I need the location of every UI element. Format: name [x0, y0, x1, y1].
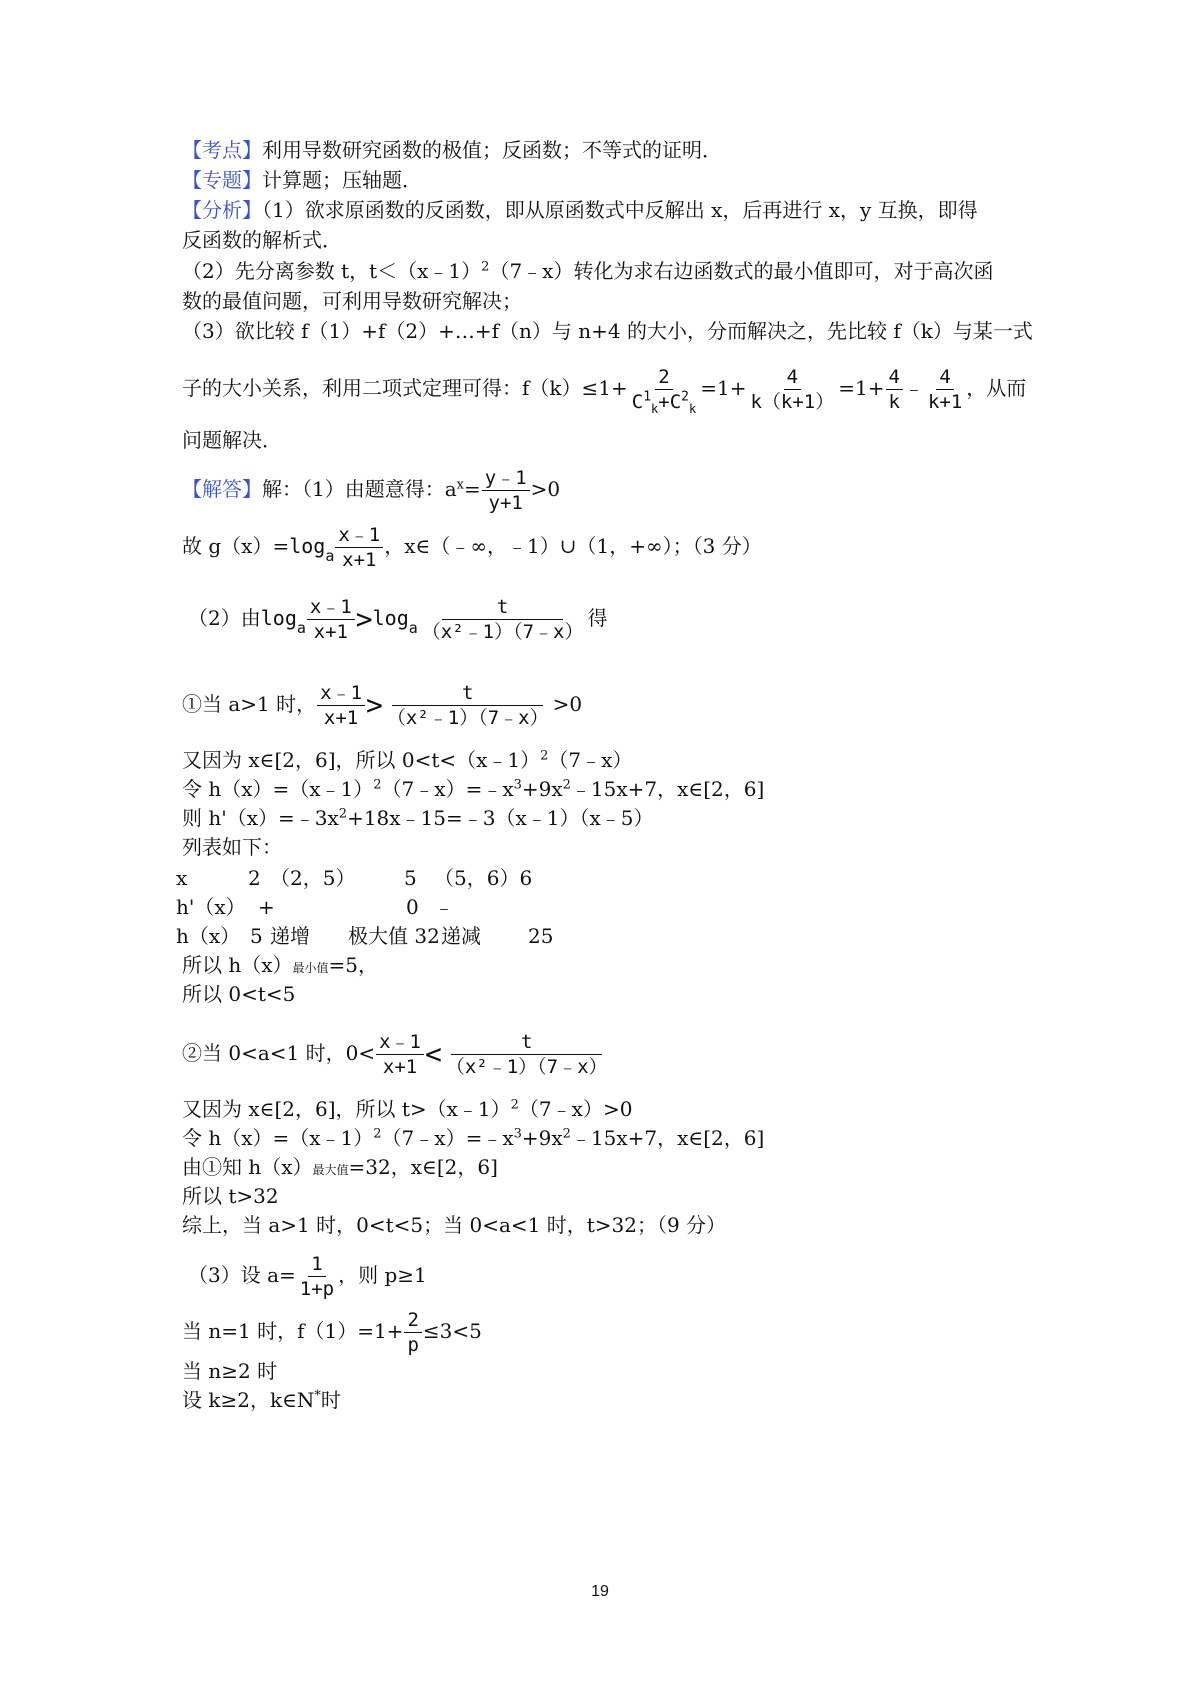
fraction-denominator: （x²﹣1）（7﹣x） — [421, 621, 584, 643]
jieda-text: 解：（1）由题意得：a — [262, 477, 457, 501]
fraction-y — [482, 467, 530, 514]
fraction-t — [384, 682, 552, 729]
sup-index: 1 — [643, 389, 652, 405]
fraction-x — [376, 1031, 424, 1078]
fraction-denominator: 1+p — [299, 1278, 335, 1300]
superscript-star: * — [314, 1388, 321, 1404]
case1-text: ①当 a>1 时， — [182, 692, 317, 716]
table-cell: 25 — [528, 924, 554, 948]
fraction-x — [307, 596, 355, 643]
fenxi-text-3a: （2）先分离参数 t，t＜（x﹣1） — [182, 259, 482, 283]
fenxi-text-6b: ，从而 — [966, 376, 1027, 400]
line-max — [182, 1153, 498, 1184]
fraction-denominator: k+1 — [927, 391, 963, 413]
table-cell: 0 — [406, 895, 419, 919]
fraction-denominator: （x²﹣1）（7﹣x） — [386, 707, 549, 729]
table-cell: h（x） — [176, 924, 241, 948]
sub-index: k — [651, 401, 659, 416]
text: 令 h（x）=（x﹣1） — [182, 1126, 374, 1150]
text: 所以 h（x） — [182, 953, 293, 977]
less-than: < — [424, 1037, 442, 1071]
fraction-t — [419, 596, 587, 643]
c-symbol: C — [631, 391, 644, 413]
text-b: （7﹣x） — [548, 748, 633, 772]
fenxi-text-3b: （7﹣x）转化为求右边函数式的最小值即可，对于高次函 — [489, 259, 994, 283]
fraction-numerator: 2 — [655, 366, 672, 390]
zhuanti-tag: 【专题】 — [182, 168, 262, 192]
n1-line — [182, 1309, 482, 1356]
text-b: 时 — [320, 1388, 341, 1412]
exponent: 2 — [481, 259, 490, 275]
fraction-numerator: 4 — [886, 366, 903, 390]
fenxi-text-6a: 子的大小关系，利用二项式定理可得：f（k）≤1+ — [182, 376, 628, 400]
subscript-label: 最小值 — [292, 961, 329, 975]
text-d: ﹣15x+7，x∈[2，6] — [570, 1126, 765, 1150]
fraction-denominator: k — [888, 391, 900, 413]
fraction-x — [317, 682, 365, 729]
table-cell: x — [176, 866, 188, 890]
fraction-denominator: y+1 — [488, 492, 523, 514]
case2-line — [182, 1031, 612, 1078]
text-c: +9x — [521, 1126, 563, 1150]
text: 又因为 x∈[2，6]，所以 0<t<（x﹣1） — [182, 748, 541, 772]
fraction-numerator: t — [451, 1031, 602, 1055]
line-h-def-2 — [182, 1124, 764, 1152]
case1-line — [182, 682, 582, 729]
exponent: 2 — [510, 1097, 519, 1113]
log-base: a — [325, 547, 335, 565]
fenxi-tag: 【分析】 — [182, 198, 262, 222]
text-b: （7﹣x）>0 — [518, 1097, 633, 1121]
fraction-numerator: x﹣1 — [376, 1031, 424, 1055]
fraction-4-over-k1 — [925, 366, 965, 413]
exponent: 2 — [338, 806, 348, 822]
text-c: +9x — [521, 777, 563, 801]
fenxi-line-7: 问题解决． — [182, 428, 282, 452]
k-line — [182, 1386, 341, 1414]
page-number: 19 — [591, 1583, 609, 1600]
exponent-3: 2 — [562, 777, 571, 793]
sub-index-2: k — [689, 401, 697, 416]
g-text: 故 g（x）= — [182, 534, 290, 558]
fraction-numerator: 2 — [404, 1309, 421, 1333]
exponent-2: 3 — [513, 1126, 522, 1142]
line-min — [182, 951, 378, 982]
subscript-label: 最大值 — [312, 1163, 349, 1177]
text: 设 k≥2，k∈N — [182, 1388, 315, 1412]
log-base-2: a — [408, 619, 418, 637]
fraction-denominator: k（k+1） — [750, 391, 835, 413]
equals-one-plus: =1+ — [700, 376, 747, 400]
kaodian-line — [182, 136, 722, 164]
greater-than: > — [355, 602, 373, 636]
text: 又因为 x∈[2，6]，所以 t>（x﹣1） — [182, 1097, 511, 1121]
exponent-2: 3 — [513, 777, 522, 793]
fraction-numerator: 1 — [308, 1253, 325, 1277]
line-t-gt-32: 所以 t>32 — [182, 1184, 279, 1208]
log-symbol: log — [289, 534, 326, 558]
fenxi-text-1: （1）欲求原函数的反函数，即从原函数式中反解出 x，后再进行 x，y 互换，即得 — [262, 198, 978, 222]
log-symbol-2: log — [372, 606, 409, 630]
fenxi-line-1 — [182, 196, 978, 224]
zhuanti-text: 计算题；压轴题． — [262, 168, 422, 192]
fraction-numerator: x﹣1 — [335, 524, 383, 548]
n1-text-b: ≤3<5 — [422, 1319, 482, 1343]
fenxi-line-5: （3）欲比较 f（1）+f（2）+…+f（n）与 n+4 的大小，分而解决之，先比较 f（k）与某一式 — [182, 319, 1033, 343]
part3-text: （3）设 a= — [188, 1263, 296, 1287]
text-b: （7﹣x）=﹣x — [381, 1126, 514, 1150]
table-cell: 极大值 32 — [348, 924, 440, 948]
fraction-2-over-p — [404, 1309, 421, 1356]
fraction-denominator: p — [407, 1334, 419, 1356]
fenxi-line-6 — [182, 366, 1027, 416]
line-h-deriv — [182, 804, 654, 832]
fraction-denominator: x+1 — [323, 707, 359, 729]
fraction-numerator: y﹣1 — [482, 467, 530, 491]
n1-text: 当 n=1 时，f（1）=1+ — [182, 1319, 404, 1343]
fraction-4-over-k — [886, 366, 903, 413]
text: 令 h（x）=（x﹣1） — [182, 777, 374, 801]
kaodian-tag: 【考点】 — [182, 138, 262, 162]
exponent: 2 — [373, 777, 382, 793]
table-cell: （2，5） — [270, 866, 356, 890]
part3-text-b: ，则 p≥1 — [338, 1263, 427, 1287]
g-domain: ，x∈（﹣∞，﹣1）∪（1，+∞）；（3 分） — [384, 534, 762, 558]
fraction-denominator — [629, 389, 699, 416]
fraction-4-over-kk1 — [747, 366, 837, 413]
fraction-numerator: t — [392, 682, 543, 706]
g-line — [182, 524, 762, 571]
zhuanti-line — [182, 166, 422, 194]
binomial-fraction — [629, 366, 699, 416]
line-summary: 综上，当 a>1 时，0<t<5；当 0<a<1 时，t>32；（9 分） — [182, 1213, 727, 1237]
line-table-intro: 列表如下： — [182, 835, 282, 859]
equals: = — [464, 477, 481, 501]
table-cell: （5，6）6 — [434, 866, 533, 890]
log-base: a — [296, 619, 306, 637]
part2-text: （2）由 — [188, 606, 261, 630]
text-b: =32，x∈[2，6] — [348, 1155, 498, 1179]
fenxi-line-4: 数的最值问题，可利用导数研究解决； — [182, 289, 522, 313]
fraction-numerator: x﹣1 — [317, 682, 365, 706]
part2-de: 得 — [587, 606, 608, 630]
fraction-denominator: x+1 — [313, 621, 348, 643]
fenxi-line-3 — [182, 257, 993, 285]
text: 则 h'（x）=﹣3x — [182, 806, 339, 830]
fraction-x — [335, 524, 383, 571]
exponent: x — [456, 477, 464, 493]
jieda-line — [182, 467, 560, 514]
text-b: =5， — [328, 953, 379, 977]
line-x-range-1 — [182, 746, 632, 774]
table-cell: 递增 — [270, 924, 310, 948]
c-symbol-2: +C — [658, 391, 682, 413]
table-cell: 递减 — [441, 924, 481, 948]
text-d: ﹣15x+7，x∈[2，6] — [570, 777, 765, 801]
text: 由①知 h（x） — [182, 1155, 313, 1179]
line-t-range-1: 所以 0<t<5 — [182, 982, 296, 1006]
exponent: 2 — [373, 1126, 382, 1142]
jieda-tag: 【解答】 — [182, 477, 262, 501]
table-cell: ﹣ — [434, 895, 454, 919]
fraction-denominator: x+1 — [382, 1056, 418, 1078]
log-symbol: log — [260, 606, 297, 630]
fenxi-line-2: 反函数的解析式． — [182, 228, 342, 252]
text-b: （7﹣x）=﹣x — [381, 777, 514, 801]
fraction-numerator: x﹣1 — [307, 596, 355, 620]
table-cell: 5 — [250, 924, 263, 948]
fraction-t — [443, 1031, 611, 1078]
fraction-numerator: t — [442, 596, 563, 620]
gt-zero: >0 — [552, 692, 583, 716]
fraction-denominator: x+1 — [342, 549, 377, 571]
fraction-numerator: 4 — [784, 366, 801, 390]
part2-line — [188, 596, 608, 643]
fraction-denominator: （x²﹣1）（7﹣x） — [445, 1056, 608, 1078]
case2-text: ②当 0<a<1 时，0< — [182, 1041, 376, 1065]
table-cell: h'（x） — [176, 895, 246, 919]
fraction-1-over-1p — [297, 1253, 337, 1300]
table-cell: 2 — [248, 866, 261, 890]
table-cell: 5 — [404, 866, 417, 890]
n2-line: 当 n≥2 时 — [182, 1359, 278, 1383]
line-h-def-1 — [182, 775, 764, 803]
equals-one-plus-2: =1+ — [838, 376, 885, 400]
greater-than: > — [366, 688, 383, 722]
kaodian-text: 利用导数研究函数的极值；反函数；不等式的证明． — [262, 138, 722, 162]
minus-sign: ﹣ — [903, 376, 924, 400]
gt-zero: >0 — [530, 477, 561, 501]
part3-line — [188, 1253, 427, 1300]
table-cell: + — [258, 895, 275, 919]
sup-index-2: 2 — [681, 389, 689, 405]
line-x-range-2 — [182, 1095, 632, 1123]
exponent: 2 — [540, 748, 549, 764]
fraction-numerator: 4 — [936, 366, 953, 390]
text-b: +18x﹣15=﹣3（x﹣1）（x﹣5） — [347, 806, 654, 830]
exponent-3: 2 — [562, 1126, 571, 1142]
